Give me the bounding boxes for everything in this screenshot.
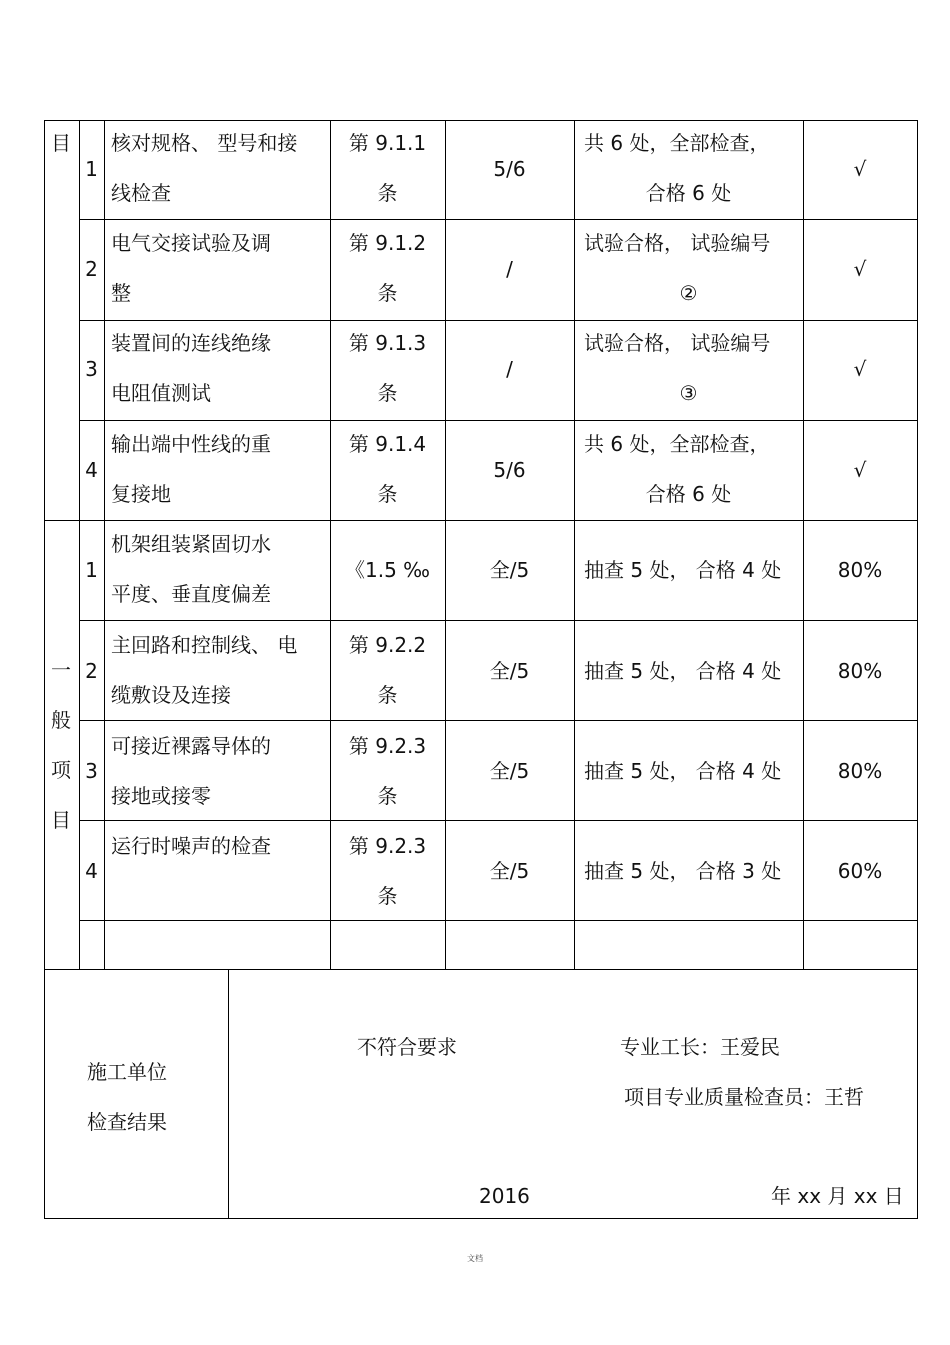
row-number: 3 bbox=[85, 357, 98, 381]
record-text: ③ bbox=[679, 381, 698, 405]
section-label-main: 目 bbox=[51, 131, 71, 155]
clause-text: 第 9.1.3 bbox=[348, 331, 427, 355]
section-label-general: 一 bbox=[51, 658, 71, 682]
item-text: 机架组装紧固切水 bbox=[111, 532, 271, 556]
clause-text: 《1.5 ‰ bbox=[345, 558, 430, 582]
vline-no-right bbox=[104, 120, 105, 970]
item-text: 运行时噪声的检查 bbox=[111, 834, 271, 858]
hline-g4 bbox=[79, 920, 918, 921]
record-text: 共 6 处，全部检查， bbox=[584, 432, 770, 456]
result-percent: 80% bbox=[837, 558, 883, 582]
item-text: 电气交接试验及调 bbox=[111, 231, 271, 255]
vline-right bbox=[917, 120, 918, 1219]
unit-label: 检查结果 bbox=[87, 1110, 167, 1134]
record-text: 试验合格， 试验编号 bbox=[584, 331, 771, 355]
foreman-text: 专业工长：王爱民 bbox=[620, 1035, 780, 1059]
item-text: 复接地 bbox=[111, 482, 171, 506]
sample-text: 全/5 bbox=[489, 558, 530, 582]
record-text: 合格 6 处 bbox=[645, 181, 732, 205]
record-text: 合格 6 处 bbox=[645, 482, 732, 506]
date-year: 2016 bbox=[479, 1184, 530, 1208]
page-footer: 文档 bbox=[467, 1254, 483, 1263]
record-text: 抽查 5 处， 合格 4 处 bbox=[584, 558, 782, 582]
sample-text: 全/5 bbox=[489, 659, 530, 683]
row-number: 1 bbox=[85, 157, 98, 181]
item-text: 缆敷设及连接 bbox=[111, 683, 231, 707]
section-label-general: 目 bbox=[51, 808, 71, 832]
vline-bottom-label bbox=[228, 969, 229, 1219]
clause-text: 条 bbox=[377, 482, 398, 506]
row-number: 3 bbox=[85, 759, 98, 783]
vline-sample-right bbox=[574, 120, 575, 970]
clause-text: 条 bbox=[377, 884, 398, 908]
clause-text: 条 bbox=[377, 784, 398, 808]
result-mark: √ bbox=[853, 357, 867, 381]
row-number: 1 bbox=[85, 558, 98, 582]
clause-text: 条 bbox=[377, 381, 398, 405]
record-text: 试验合格， 试验编号 bbox=[584, 231, 771, 255]
record-text: 抽查 5 处， 合格 3 处 bbox=[584, 859, 782, 883]
item-text: 线检查 bbox=[111, 181, 171, 205]
record-text: 抽查 5 处， 合格 4 处 bbox=[584, 659, 782, 683]
item-text: 输出端中性线的重 bbox=[111, 432, 271, 456]
item-text: 装置间的连线绝缘 bbox=[111, 331, 271, 355]
item-text: 整 bbox=[111, 281, 131, 305]
clause-text: 第 9.2.3 bbox=[348, 734, 427, 758]
result-mark: √ bbox=[853, 257, 867, 281]
sample-text: 5/6 bbox=[493, 157, 526, 181]
clause-text: 第 9.1.1 bbox=[348, 131, 427, 155]
clause-text: 第 9.1.4 bbox=[348, 432, 427, 456]
record-text: 共 6 处，全部检查， bbox=[584, 131, 770, 155]
item-text: 电阻值测试 bbox=[111, 381, 211, 405]
inspector-text: 项目专业质量检查员：王哲 bbox=[624, 1085, 864, 1109]
item-text: 核对规格、 型号和接 bbox=[111, 131, 298, 155]
sample-text: / bbox=[506, 257, 513, 281]
row-number: 4 bbox=[85, 859, 98, 883]
sample-text: / bbox=[506, 357, 513, 381]
sample-text: 5/6 bbox=[493, 458, 526, 482]
record-text: ② bbox=[679, 281, 698, 305]
vline-left bbox=[44, 120, 45, 1219]
clause-text: 条 bbox=[377, 683, 398, 707]
verdict-text: 不符合要求 bbox=[357, 1035, 457, 1059]
section-label-general: 般 bbox=[51, 708, 71, 732]
item-text: 接地或接零 bbox=[111, 784, 211, 808]
result-percent: 80% bbox=[837, 759, 883, 783]
item-text: 可接近裸露导体的 bbox=[111, 734, 271, 758]
clause-text: 条 bbox=[377, 281, 398, 305]
result-mark: √ bbox=[853, 157, 867, 181]
item-text: 平度、垂直度偏差 bbox=[111, 582, 271, 606]
clause-text: 第 9.2.3 bbox=[348, 834, 427, 858]
sample-text: 全/5 bbox=[489, 859, 530, 883]
clause-text: 第 9.1.2 bbox=[348, 231, 427, 255]
row-number: 4 bbox=[85, 458, 98, 482]
record-text: 抽查 5 处， 合格 4 处 bbox=[584, 759, 782, 783]
result-percent: 80% bbox=[837, 659, 883, 683]
clause-text: 条 bbox=[377, 181, 398, 205]
section-label-general: 项 bbox=[51, 758, 71, 782]
result-percent: 60% bbox=[837, 859, 883, 883]
date-rest: 年 xx 月 xx 日 bbox=[771, 1184, 904, 1208]
sample-text: 全/5 bbox=[489, 759, 530, 783]
result-mark: √ bbox=[853, 458, 867, 482]
row-number: 2 bbox=[85, 257, 98, 281]
item-text: 主回路和控制线、 电 bbox=[111, 633, 298, 657]
row-number: 2 bbox=[85, 659, 98, 683]
clause-text: 第 9.2.2 bbox=[348, 633, 427, 657]
unit-label: 施工单位 bbox=[87, 1060, 167, 1084]
hline-bottom-block bbox=[44, 969, 918, 970]
